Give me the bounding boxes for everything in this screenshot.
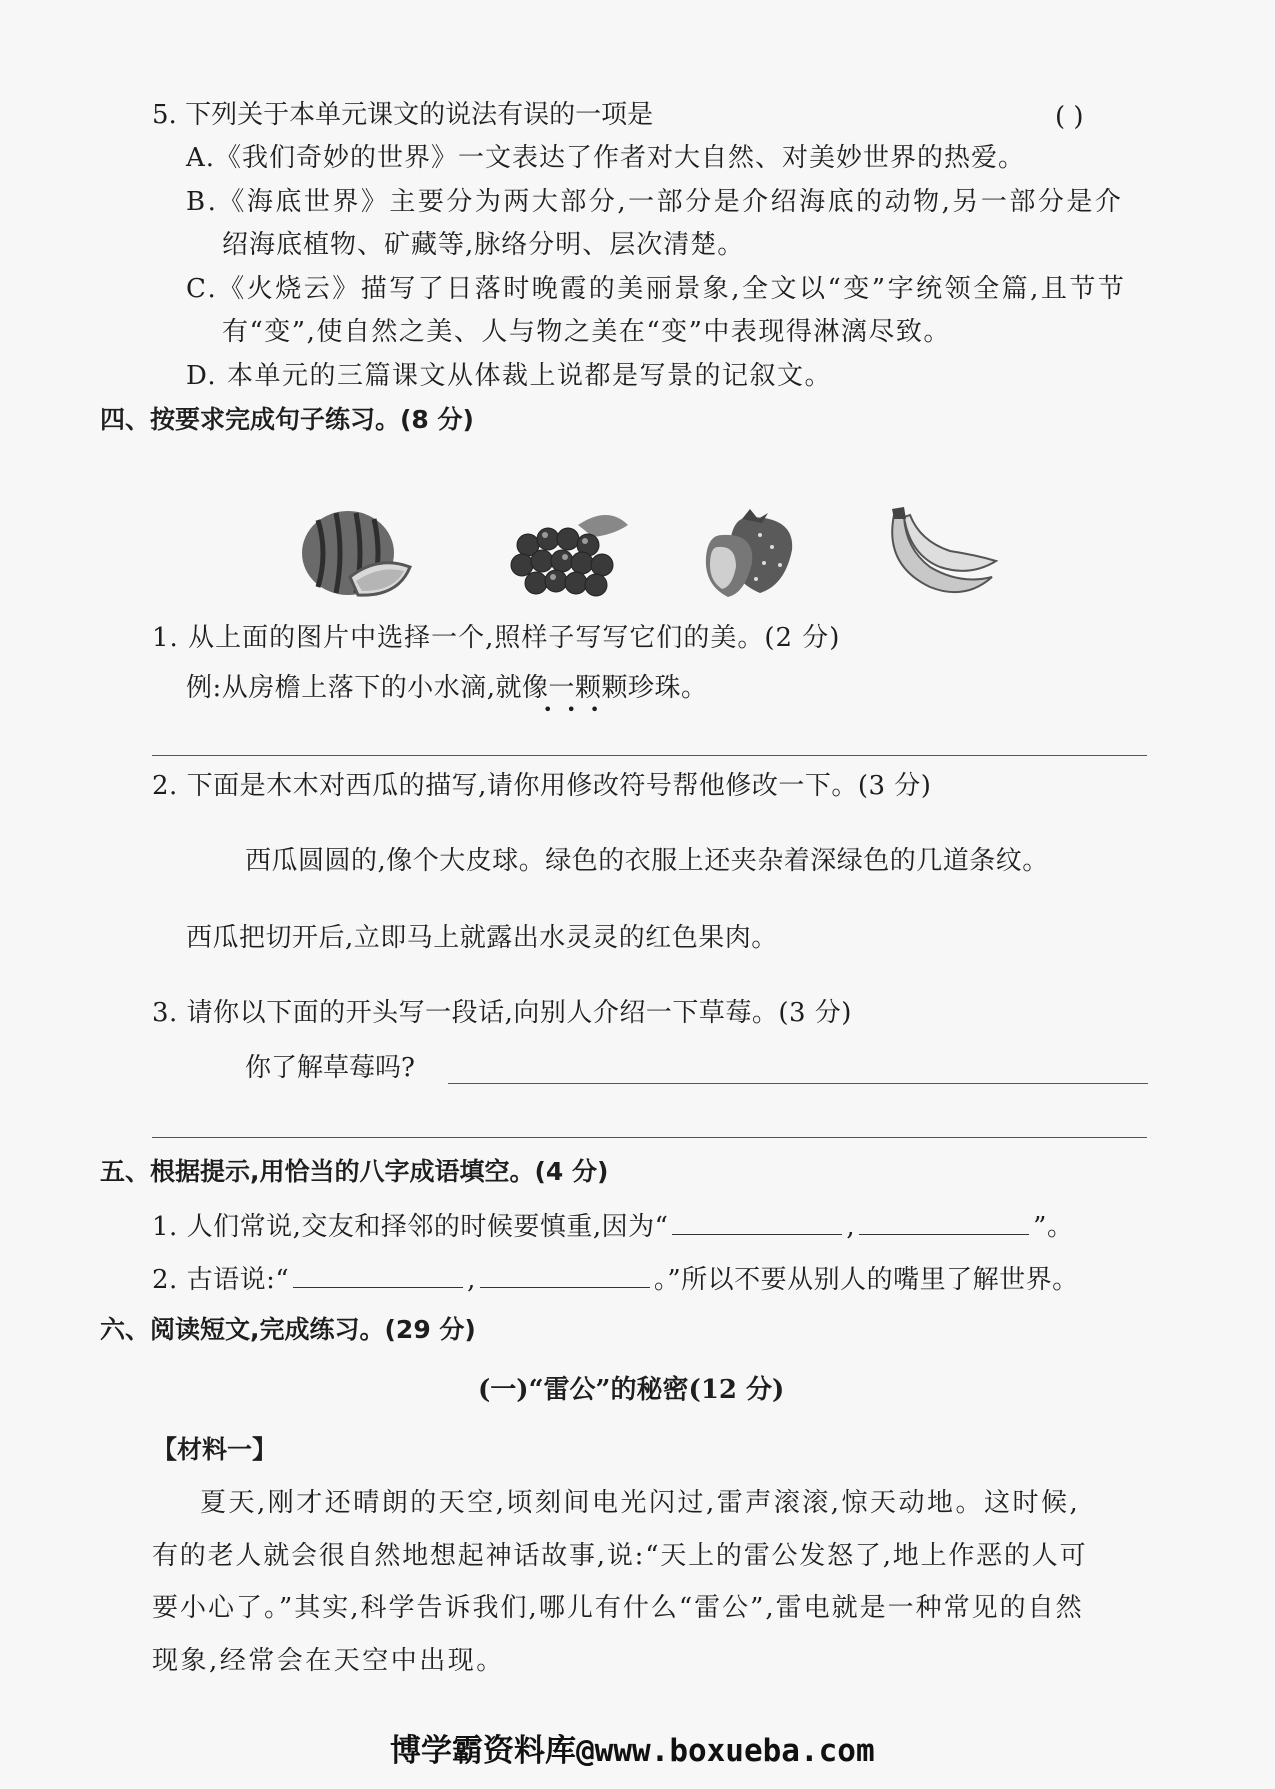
- banana-icon: [880, 505, 1000, 600]
- comma: ,: [467, 1265, 476, 1295]
- sec5-q2-text: 2. 古语说:“: [152, 1265, 290, 1295]
- comma: ,: [846, 1212, 856, 1242]
- sec4-q2: 2. 下面是木木对西瓜的描写,请你用修改符号帮他修改一下。(3 分): [152, 771, 932, 801]
- option-a: A.《我们奇妙的世界》一文表达了作者对大自然、对美妙世界的热爱。: [186, 143, 1026, 173]
- option-c-line1: C.《火烧云》描写了日落时晚霞的美丽景象,全文以“变”字统领全篇,且节节: [186, 274, 1127, 304]
- option-c-line2: 有“变”,使自然之美、人与物之美在“变”中表现得淋漓尽致。: [222, 317, 951, 347]
- answer-line[interactable]: [152, 755, 1147, 756]
- section-5-title: 五、根据提示,用恰当的八字成语填空。(4 分): [100, 1157, 609, 1186]
- option-b-line2: 绍海底植物、矿藏等,脉络分明、层次清楚。: [222, 230, 745, 260]
- sec4-q1-example: 例:从房檐上落下的小水滴,就像一颗颗珍珠。: [186, 673, 708, 703]
- answer-line[interactable]: [152, 1137, 1147, 1138]
- material-label: 【材料一】: [152, 1435, 278, 1464]
- sec5-q1: [152, 1212, 1073, 1240]
- sec4-q3: 3. 请你以下面的开头写一段话,向别人介绍一下草莓。(3 分): [152, 998, 852, 1028]
- passage-line-3: 要小心了。”其实,科学告诉我们,哪儿有什么“雷公”,雷电就是一种常见的自然: [152, 1593, 1084, 1623]
- sec4-q2-passage-1: 西瓜圆圆的,像个大皮球。绿色的衣服上还夹杂着深绿色的几道条纹。: [245, 846, 1049, 876]
- sec5-q2: [152, 1265, 1079, 1293]
- option-b-line1: B.《海底世界》主要分为两大部分,一部分是介绍海底的动物,另一部分是介: [186, 187, 1124, 217]
- blank-field[interactable]: [480, 1265, 650, 1288]
- sec5-q1-text: 1. 人们常说,交友和择邻的时候要慎重,因为“: [152, 1212, 669, 1242]
- sec5-q2-end: 。”所以不要从别人的嘴里了解世界。: [653, 1265, 1079, 1295]
- answer-paren[interactable]: ( ): [1055, 102, 1084, 132]
- answer-line[interactable]: [448, 1083, 1148, 1084]
- blank-field[interactable]: [672, 1212, 842, 1235]
- passage-line-4: 现象,经常会在天空中出现。: [152, 1646, 505, 1676]
- passage-line-2: 有的老人就会很自然地想起神话故事,说:“天上的雷公发怒了,地上作恶的人可: [152, 1541, 1088, 1571]
- sec5-q1-end: ”。: [1033, 1212, 1074, 1242]
- emphasis-dots: •••: [543, 700, 614, 719]
- sec4-q2-passage-2: 西瓜把切开后,立即马上就露出水灵灵的红色果肉。: [186, 923, 778, 953]
- grapes-icon: [508, 505, 633, 600]
- passage-title: (一)“雷公”的秘密(12 分): [478, 1375, 785, 1405]
- passage-line-1: 夏天,刚才还晴朗的天空,顷刻间电光闪过,雷声滚滚,惊天动地。这时候,: [200, 1488, 1081, 1518]
- blank-field[interactable]: [859, 1212, 1029, 1235]
- blank-field[interactable]: [293, 1265, 463, 1288]
- option-d: D. 本单元的三篇课文从体裁上说都是写景的记叙文。: [186, 361, 832, 391]
- q5-stem: 5. 下列关于本单元课文的说法有误的一项是: [152, 100, 654, 130]
- watermelon-icon: [298, 505, 413, 600]
- sec4-q3-start: 你了解草莓吗?: [245, 1053, 415, 1083]
- strawberry-icon: [700, 505, 805, 600]
- sec4-q1: 1. 从上面的图片中选择一个,照样子写写它们的美。(2 分): [152, 623, 841, 653]
- footer-watermark: 博学霸资料库@www.boxueba.com: [390, 1733, 875, 1769]
- section-4-title: 四、按要求完成句子练习。(8 分): [100, 405, 474, 434]
- section-6-title: 六、阅读短文,完成练习。(29 分): [100, 1315, 476, 1344]
